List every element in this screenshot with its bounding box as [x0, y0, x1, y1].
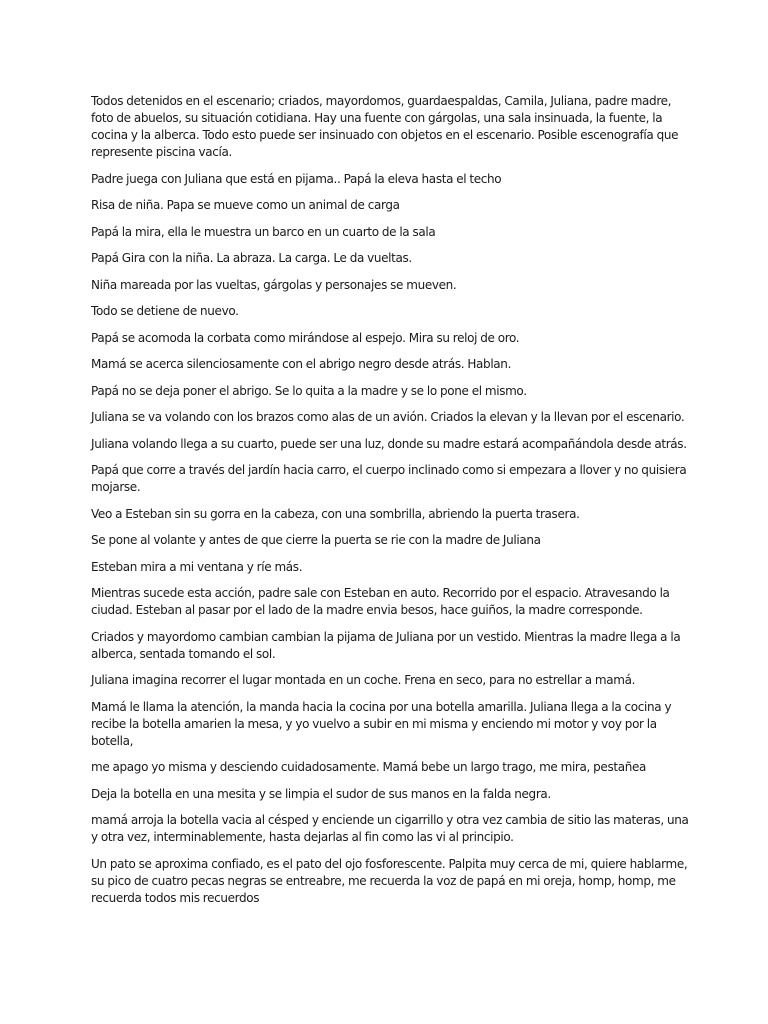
paragraph: Mamá le llama la atención, la manda hacia la cocina por una botella amarilla. Juliana llega a la cocina y recibe la botella amarien la mesa, y yo vuelvo a subir en mi misma y enciendo mi motor y voy por la botella, — [91, 699, 672, 748]
paragraph: Juliana volando llega a su cuarto, puede ser una luz, donde su madre estará acompañándola desde atrás. — [91, 436, 687, 451]
paragraph: me apago yo misma y desciendo cuidadosamente. Mamá bebe un largo trago, me mira, pestañea — [91, 760, 647, 774]
paragraph: Papá no se deja poner el abrigo. Se lo quita a la madre y se lo pone el mismo. — [91, 383, 527, 398]
paragraph: Juliana se va volando con los brazos como alas de un avión. Criados la elevan y la llevan por el escenario. — [91, 410, 685, 424]
paragraph: Todo se detiene de nuevo. — [91, 304, 239, 318]
paragraph: Mientras sucede esta acción, padre sale con Esteban en auto. Recorrido por el espacio. Atravesando la ciudad. Esteban al pasar por el lado de la madre envia besos, hace guiños, la madre corresponde. — [91, 586, 670, 617]
document-page — [91, 93, 691, 916]
paragraph: Deja la botella en una mesita y se limpia el sudor de sus manos en la falda negra. — [91, 786, 551, 801]
paragraph: Juliana imagina recorrer el lugar montada en un coche. Frena en seco, para no estrellar a mamá. — [91, 673, 636, 687]
paragraph: Criados y mayordomo cambian cambian la pijama de Juliana por un vestido. Mientras la madre llega a la alberca, sentada tomando el sol. — [91, 629, 681, 661]
paragraph: Papá la mira, ella le muestra un barco en un cuarto de la sala — [91, 224, 436, 239]
paragraph: Niña mareada por las vueltas, gárgolas y personajes se mueven. — [91, 277, 457, 292]
paragraph: Papá Gira con la niña. La abraza. La carga. Le da vueltas. — [91, 251, 412, 265]
paragraph: Risa de niña. Papa se mueve como un animal de carga — [91, 198, 400, 212]
paragraph: mamá arroja la botella vacia al césped y enciende un cigarrillo y otra vez cambia de sitio las materas, una y otra vez, interminablemente, hasta dejarlas al fin como las vi al principio. — [91, 813, 689, 844]
paragraph: Mamá se acerca silenciosamente con el abrigo negro desde atrás. Hablan. — [91, 357, 512, 371]
paragraph: Todos detenidos en el escenario; criados, mayordomos, guardaespaldas, Camila, Juliana, padre madre, foto de abuelos, su situación cotidiana. Hay una fuente con gárgolas, una sala insinuada, la fuente, la cocina y la alberca. Todo esto puede ser insinuado con objetos en el escenario. Posible escenografía que represente piscina vacía. — [91, 94, 679, 159]
paragraph: Papá que corre a través del jardín hacia carro, el cuerpo inclinado como si empezara a llover y no quisiera mojarse. — [91, 463, 687, 494]
paragraph: Esteban mira a mi ventana y ríe más. — [91, 559, 303, 574]
paragraph: Papá se acomoda la corbata como mirándose al espejo. Mira su reloj de oro. — [91, 330, 520, 345]
paragraph: Veo a Esteban sin su gorra en la cabeza, con una sombrilla, abriendo la puerta trasera. — [91, 506, 580, 521]
paragraph: Se pone al volante y antes de que cierre la puerta se rie con la madre de Juliana — [91, 533, 541, 547]
paragraph: Padre juega con Juliana que está en pijama.. Papá la eleva hasta el techo — [91, 171, 502, 186]
paragraph: Un pato se aproxima confiado, es el pato del ojo fosforescente. Palpita muy cerca de mi, quiere hablarme, su pico de cuatro pecas negras se entreabre, me recuerda la voz de papá en mi oreja, homp, homp, me recuerda todos mis recuerdos — [91, 856, 688, 905]
